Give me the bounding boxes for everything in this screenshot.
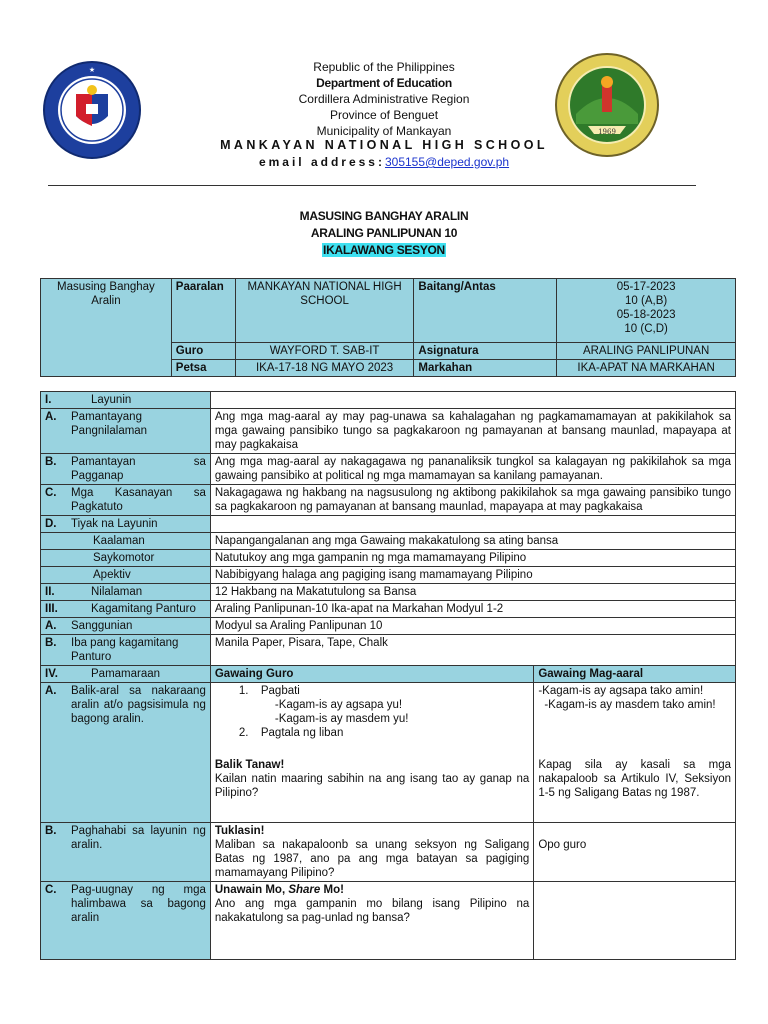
apektiv-text: Nabibigyang halaga ang pagiging isang mamamayang Pilipino [210, 567, 735, 584]
iba-pang-kagamitan-text: Manila Paper, Pisara, Tape, Chalk [210, 635, 735, 666]
baitang-section-1: 10 (A,B) [625, 295, 668, 307]
unawain-title: Unawain Mo, Share Mo! [214, 884, 344, 896]
info-table [40, 278, 736, 377]
gawaing-magaaral-header: Gawaing Mag-aaral [534, 666, 736, 683]
guro-label: Guro [171, 343, 235, 360]
department-text: Department of Education [316, 76, 452, 90]
petsa-label: Petsa [171, 360, 235, 377]
asignatura-value: ARALING PANLIPUNAN [557, 343, 736, 360]
table-row: Kaalaman Napangangalanan ang mga Gawaing makakatulong sa ating bansa [41, 533, 736, 550]
title-line-3 [0, 243, 768, 257]
pamantayang-pangnilalaman-text: Ang mga mag-aaral ay may pag-unawa sa kahalagahan ng pagkamamamayan at pakikilahok sa mga gawaing pansibiko tungo sa pagkakaroon ng pamayanan at bansang maunlad, mapayapa at may pagkakaisa [210, 409, 735, 454]
table-row: B. Paghahabi sa layunin ng aralin. Tuklasin! Maliban sa nakapaloonb sa unang seksyon ng Saligang Batas ng 1987, ano pa ang mga batayan sa pagiging mamamayang Pilipino? Opo guro [41, 823, 736, 882]
plan-table [40, 391, 736, 960]
paaralan-label: Paaralan [171, 279, 235, 343]
table-row: A. Sanggunian Modyul sa Araling Panlipunan 10 [41, 618, 736, 635]
table-row: B. Pamantayan sa Pagganap Ang mga mag-aaral ay nakagagawa ng pananaliksik tungkol sa kalagayan ng pakikilahok sa mga gawaing pansibiko at political ng mga mamamayan sa kanilang pamayanan. [41, 454, 736, 485]
markahan-label: Markahan [414, 360, 557, 377]
guro-value: WAYFORD T. SAB-IT [235, 343, 414, 360]
baitang-section-2: 10 (C,D) [624, 323, 668, 335]
header-divider [48, 185, 696, 186]
title-line-2: ARALING PANLIPUNAN 10 [310, 226, 458, 240]
balik-tanaw-title: Balik Tanaw! [214, 759, 285, 771]
table-row: II. Nilalaman 12 Hakbang na Makatutulong sa Bansa [41, 584, 736, 601]
kaalaman-text: Napangangalanan ang mga Gawaing makakatulong sa ating bansa [210, 533, 735, 550]
session-highlight: IKALAWANG SESYON [323, 243, 445, 257]
layunin-label-cell: I. Layunin [41, 392, 211, 409]
svg-text:★: ★ [88, 66, 96, 74]
saykomotor-text: Natutukoy ang mga gampanin ng mga mamamayang Pilipino [210, 550, 735, 567]
table-row: Apektiv Nabibigyang halaga ang pagiging isang mamamayang Pilipino [41, 567, 736, 584]
title-line-1: MASUSING BANGHAY ARALIN [299, 209, 469, 223]
balik-tanaw-text: Kailan natin maaring sabihin na ang isang tao ay ganap na Pilipino? [214, 773, 530, 799]
tuklasin-response: Opo guro [538, 839, 587, 851]
tuklasin-title: Tuklasin! [214, 825, 265, 837]
table-row: IV. Pamamaraan Gawaing Guro Gawaing Mag-aaral [41, 666, 736, 683]
email-link[interactable]: 305155@deped.gov.ph [384, 155, 510, 169]
info-left-cell: Masusing Banghay Aralin [41, 279, 172, 377]
petsa-value: IKA-17-18 NG MAYO 2023 [235, 360, 414, 377]
table-row: III. Kagamitang Panturo Araling Panlipunan-10 Ika-apat na Markahan Modyul 1-2 [41, 601, 736, 618]
nilalaman-text: 12 Hakbang na Makatutulong sa Bansa [210, 584, 735, 601]
paaralan-value: MANKAYAN NATIONAL HIGH SCHOOL [235, 279, 414, 343]
baitang-label: Baitang/Antas [414, 279, 557, 343]
baitang-value [557, 279, 736, 343]
pamantayan-pagganap-text: Ang mga mag-aaral ay nakagagawa ng pananaliksik tungkol sa kalagayan ng pakikilahok sa mga gawaing pansibiko at political ng mga mamamayan sa kanilang pamayanan. [210, 454, 735, 485]
table-row: B. Iba pang kagamitang Panturo Manila Paper, Pisara, Tape, Chalk [41, 635, 736, 666]
baitang-date-2: 05-18-2023 [616, 309, 676, 321]
region-text: Cordillera Administrative Region [298, 92, 470, 106]
table-row: Saykomotor Natutukoy ang mga gampanin ng mga mamamayang Pilipino [41, 550, 736, 567]
municipality-text: Municipality of Mankayan [316, 124, 452, 138]
table-row [41, 392, 736, 409]
baitang-date-1: 05-17-2023 [616, 281, 676, 293]
markahan-value: IKA-APAT NA MARKAHAN [557, 360, 736, 377]
balik-tanaw-response: Kapag sila ay kasali sa mga nakapaloob sa Artikulo IV, Seksiyon 1-5 ng Saligang Batas ng 1987. [538, 759, 731, 799]
tuklasin-text: Maliban sa nakapaloonb sa unang seksyon ng Saligang Batas ng 1987, ano pa ang mga batayan sa pagiging mamamayang Pilipino? [214, 839, 530, 879]
sanggunian-text: Modyul sa Araling Panlipunan 10 [210, 618, 735, 635]
table-row: C. Mga Kasanayan sa Pagkatuto Nakagagawa ng hakbang na nagsusulong ng aktibong pakikilahok sa mga gawaing pansibiko tungo sa pagkakaroon ng pamayanan at bansang maunlad, mapayapa at may pagkakaisa [41, 485, 736, 516]
table-row: A. Pamantayang Pangnilalaman Ang mga mag-aaral ay may pag-unawa sa kahalagahan ng pagkamamamayan at pakikilahok sa mga gawaing pansibiko tungo sa pagkakaroon ng pamayanan at bansang maunlad, mapayapa at may pagkakaisa [41, 409, 736, 454]
email-label: email address: [258, 155, 385, 169]
table-row: C. Pag-uugnay ng mga halimbawa sa bagong aralin Unawain Mo, Share Mo! Ano ang mga gampanin mo bilang isang Pilipino na nakakatulong sa pag-unlad ng bansa? [41, 882, 736, 960]
table-row: D. Tiyak na Layunin [41, 516, 736, 533]
republic-text: Republic of the Philippines [313, 60, 455, 74]
svg-text:1969: 1969 [598, 128, 616, 136]
kasanayan-text: Nakagagawa ng hakbang na nagsusulong ng aktibong pakikilahok sa mga gawaing pansibiko tungo sa pagkakaroon ng pamayanan at bansang maunlad, mapayapa at may pagkakaisa [210, 485, 735, 516]
unawain-text: Ano ang mga gampanin mo bilang isang Pilipino na nakakatulong sa pag-unlad ng bansa? [214, 898, 530, 924]
asignatura-label: Asignatura [414, 343, 557, 360]
table-row: A. Balik-aral sa nakaraang aralin at/o pagsisimula ng bagong aralin. 1. Pagbati -Kagam-is ay agsapa yu! -Kagam-is ay masdem yu! 2. Pagtala ng liban Balik Tanaw! Kailan natin maaring sabihin na ang isang tao ay ganap na Pilipino? -Kagam-is ay agsapa tako amin! -Kagam-is ay masdem tako amin! Kapag sila ay kasali sa mga nakapaloob sa Artikulo IV, Seksiyon 1-5 ng Saligang Batas ng 1987. [41, 683, 736, 823]
province-text: Province of Benguet [329, 108, 439, 122]
email-line [0, 155, 768, 170]
gawaing-guro-header: Gawaing Guro [210, 666, 533, 683]
kagamitang-text: Araling Panlipunan-10 Ika-apat na Markahan Modyul 1-2 [210, 601, 735, 618]
school-name: MANKAYAN NATIONAL HIGH SCHOOL [220, 138, 548, 152]
